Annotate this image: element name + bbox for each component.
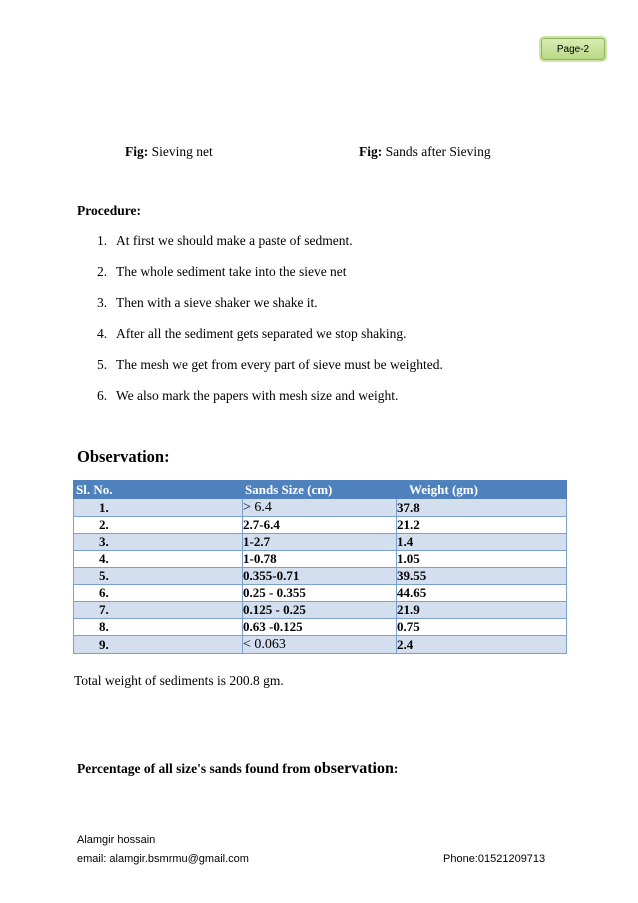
step-number: 2. <box>97 264 108 279</box>
sand-size-cell: 2.7-6.4 <box>243 517 397 534</box>
footer-contact <box>77 831 249 869</box>
step-text: After all the sediment gets separated we stop shaking. <box>116 326 407 341</box>
sl-no-cell: 4. <box>74 551 243 568</box>
percentage-heading-suffix: : <box>393 761 399 776</box>
sl-no-cell: 7. <box>74 602 243 619</box>
step-number: 5. <box>97 357 108 372</box>
sand-size-cell: 0.63 -0.125 <box>243 619 397 636</box>
weight-cell: 21.2 <box>397 517 567 534</box>
weight-cell: 39.55 <box>397 568 567 585</box>
step-text: At first we should make a paste of sedment. <box>116 233 353 248</box>
weight-cell: 1.05 <box>397 551 567 568</box>
table-row <box>74 619 567 636</box>
percentage-heading <box>77 760 398 778</box>
column-header-sl-no: Sl. No. <box>74 481 243 499</box>
author-email: email: alamgir.bsmrmu@gmail.com <box>77 853 249 865</box>
page-number-badge: Page-2 <box>541 38 605 60</box>
list-item <box>97 264 443 295</box>
list-item <box>97 357 443 388</box>
figure-caption-sands-after-sieving <box>359 144 491 160</box>
total-weight-text: Total weight of sediments is 200.8 gm. <box>74 673 284 688</box>
sand-size-value: < 0.063 <box>243 637 286 652</box>
weight-cell: 1.4 <box>397 534 567 551</box>
author-phone: Phone:01521209713 <box>443 853 546 865</box>
weight-cell: 44.65 <box>397 585 567 602</box>
sl-no-cell: 2. <box>74 517 243 534</box>
weight-cell: 2.4 <box>397 636 567 654</box>
percentage-heading-emphasis: observation <box>313 760 394 777</box>
sand-size-cell: 1-2.7 <box>243 534 397 551</box>
sl-no-cell: 5. <box>74 568 243 585</box>
caption-text: Sieving net <box>148 144 213 159</box>
step-text: The mesh we get from every part of sieve must be weighted. <box>116 357 443 372</box>
sand-size-value: > 6.4 <box>243 500 272 515</box>
step-text: The whole sediment take into the sieve net <box>116 264 347 279</box>
caption-label: Fig: <box>125 144 149 159</box>
observation-table <box>73 480 567 654</box>
table-row <box>74 517 567 534</box>
table-row <box>74 585 567 602</box>
table-row <box>74 534 567 551</box>
procedure-steps-list <box>97 233 443 419</box>
list-item <box>97 326 443 357</box>
sl-no-cell: 1. <box>74 499 243 517</box>
step-number: 4. <box>97 326 108 341</box>
figure-caption-sieving-net <box>125 144 213 160</box>
step-number: 6. <box>97 388 108 403</box>
procedure-heading: Procedure: <box>77 203 141 218</box>
list-item <box>97 295 443 326</box>
weight-cell: 21.9 <box>397 602 567 619</box>
sl-no-cell: 8. <box>74 619 243 636</box>
list-item <box>97 388 443 419</box>
column-header-weight: Weight (gm) <box>397 481 567 499</box>
table-row <box>74 568 567 585</box>
step-number: 3. <box>97 295 108 310</box>
sand-size-cell <box>243 499 397 517</box>
sl-no-cell: 3. <box>74 534 243 551</box>
sand-size-cell: 0.125 - 0.25 <box>243 602 397 619</box>
step-text: Then with a sieve shaker we shake it. <box>116 295 318 310</box>
sand-size-cell: 1-0.78 <box>243 551 397 568</box>
weight-cell: 37.8 <box>397 499 567 517</box>
weight-cell: 0.75 <box>397 619 567 636</box>
caption-label: Fig: <box>359 144 383 159</box>
sand-size-cell: 0.355-0.71 <box>243 568 397 585</box>
table-row <box>74 551 567 568</box>
column-header-sands-size: Sands Size (cm) <box>243 481 397 499</box>
sl-no-cell: 6. <box>74 585 243 602</box>
sl-no-cell: 9. <box>74 636 243 654</box>
table-row <box>74 636 567 654</box>
caption-text: Sands after Sieving <box>382 144 491 159</box>
step-number: 1. <box>97 233 108 248</box>
step-text: We also mark the papers with mesh size and weight. <box>116 388 399 403</box>
list-item <box>97 233 443 264</box>
percentage-heading-text: Percentage of all size's sands found from <box>77 761 314 776</box>
table-row <box>74 499 567 517</box>
sand-size-cell <box>243 636 397 654</box>
sand-size-cell: 0.25 - 0.355 <box>243 585 397 602</box>
table-row <box>74 602 567 619</box>
author-name: Alamgir hossain <box>77 834 156 846</box>
table-header-row <box>74 481 567 499</box>
observation-heading: Observation: <box>77 447 170 466</box>
